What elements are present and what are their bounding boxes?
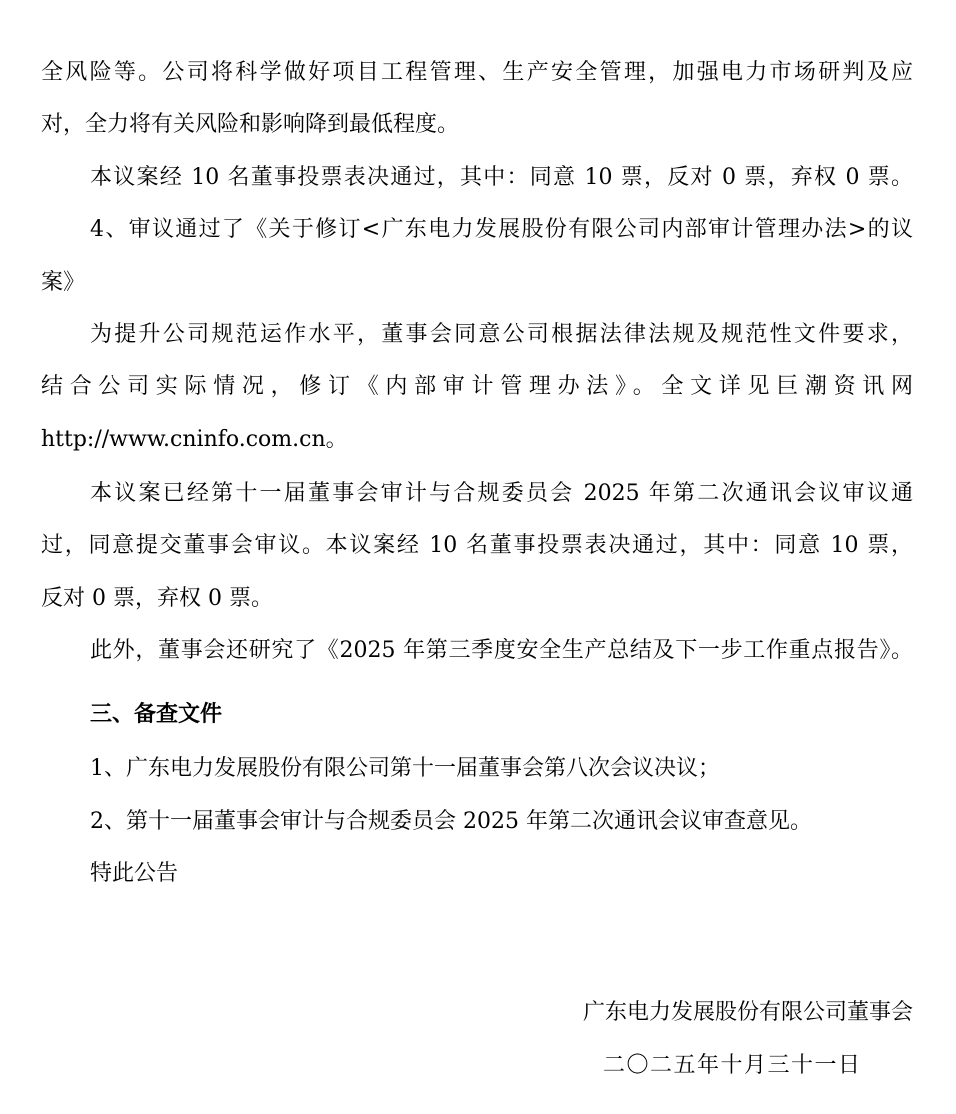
section-heading: 三、备查文件 (90, 702, 223, 727)
vote-result-line: 本议案经 10 名董事投票表决通过，其中：同意 10 票，反对 0 票，弃权 0 票。 (90, 165, 913, 190)
signature-organization: 广东电力发展股份有限公司董事会 (582, 1000, 913, 1025)
paragraph-line: 过，同意提交董事会审议。本议案经 10 名董事投票表决通过，其中：同意 10 票， (41, 533, 913, 558)
paragraph-line: 此外，董事会还研究了《2025 年第三季度安全生产总结及下一步工作重点报告》。 (90, 638, 913, 663)
closing-text: 特此公告 (90, 861, 179, 886)
signature-date: 二〇二五年十月三十一日 (603, 1053, 860, 1078)
cninfo-link-text: http://www.cninfo.com.cn。 (41, 427, 348, 452)
paragraph-line: 对，全力将有关风险和影响降到最低程度。 (41, 112, 460, 137)
vote-result-line: 反对 0 票，弃权 0 票。 (41, 586, 273, 611)
paragraph-line: 为提升公司规范运作水平，董事会同意公司根据法律法规及规范性文件要求， (90, 322, 913, 347)
resolution-4-title-cont: 案》 (41, 270, 86, 295)
reference-item: 2、第十一届董事会审计与合规委员会 2025 年第二次通讯会议审查意见。 (90, 809, 812, 834)
paragraph-line: 全风险等。公司将科学做好项目工程管理、生产安全管理，加强电力市场研判及应 (41, 60, 913, 85)
resolution-4-title: 4、审议通过了《关于修订<广东电力发展股份有限公司内部审计管理办法>的议 (90, 217, 913, 242)
paragraph-line: 结合公司实际情况，修订《内部审计管理办法》。全文详见巨潮资讯网 (41, 374, 913, 399)
reference-item: 1、广东电力发展股份有限公司第十一届董事会第八次会议决议； (90, 756, 720, 781)
paragraph-line: 本议案已经第十一届董事会审计与合规委员会 2025 年第二次通讯会议审议通 (90, 481, 913, 506)
